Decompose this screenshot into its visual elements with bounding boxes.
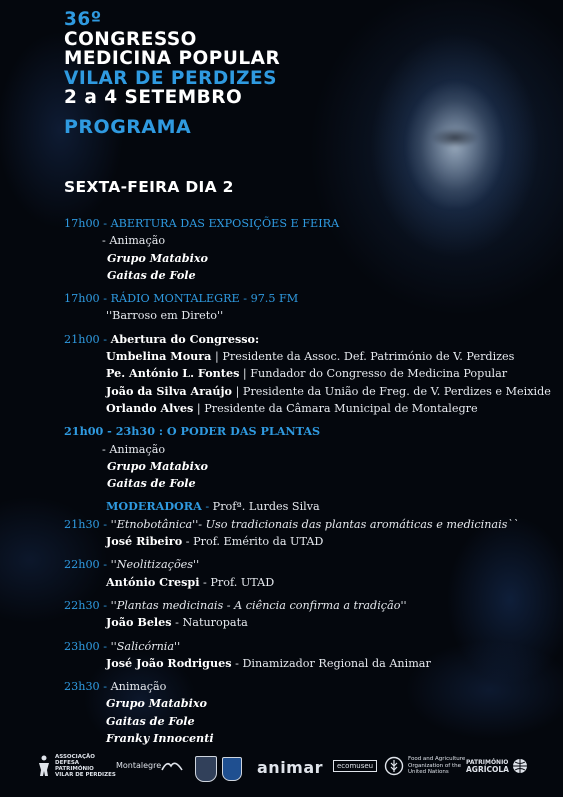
event-opening: 21h00 - Abertura do Congresso: — [64, 331, 260, 346]
event-radio: 17h00 - RÁDIO MONTALEGRE - 97.5 FM — [64, 292, 299, 306]
title-line-2: MEDICINA POPULAR — [64, 48, 281, 69]
talk-speaker: José João Rodrigues - Dinamizador Regional da Animar — [106, 655, 431, 670]
title-line-1: CONGRESSO — [64, 28, 197, 50]
sponsor-logos — [0, 752, 563, 792]
event-exhibitions: 17h00 - ABERTURA DAS EXPOSIÇÕES E FEIRA — [64, 217, 340, 230]
crest-icon — [195, 756, 217, 782]
patrimonio-agricola-logo: PATRIMÓNIO AGRÍCOLA — [466, 758, 528, 774]
program-list: 17h00 - ABERTURA DAS EXPOSIÇÕES E FEIRA - Animação Grupo Matabixo Gaitas de Fole 17h00 - RÁDIO MONTALEGRE - 97.5 FM ''Barroso em Direto'' 21h00 - Abertura do Congresso: Umbelina Moura | Presidente da Assoc. Def. Património de V. Perdizes Pe. António L. Fontes | Fundador do Congresso de Medicina Popular João da Silva Araújo | Presidente da União de Freg. de V. Perdizes e Meixide Orlando Alves | Presidente da Câmara Municipal de Montalegre 21h00 - 23h30 : O PODER DAS PLANTAS - Animação Grupo Matabixo Gaitas de Fole MODERADORA - Profª. Lurdes Silva 21h30 - ''Etnobotânica''- Uso tradicionais das plantas aromáticas e medicinais`` José Ribeiro - Prof. Emérito da UTAD 22h00 - ''Neolitizações'' António Crespi - Prof. UTAD 22h30 - ''Plantas medicinais - A ciência confirma a tradição'' João Beles - Naturopata 23h00 - ''Salicórnia'' José João Rodrigues - Dinamizador Regional da Animar 23h30 - Animação Grupo Matabixo Gaitas de Fole Franky Innocenti — [64, 215, 559, 747]
session-title: 21h00 - 23h30 : O PODER DAS PLANTAS — [64, 424, 321, 439]
portrait-image — [405, 78, 505, 208]
talk-title: 22h30 - ''Plantas medicinais - A ciência confirma a tradição'' — [64, 598, 407, 612]
talk-title: 22h00 - ''Neolitizações'' — [64, 558, 200, 572]
speaker-row: Pe. António L. Fontes | Fundador do Congresso de Medicina Popular — [106, 366, 508, 381]
mountain-icon — [161, 758, 183, 772]
speaker-row: Orlando Alves | Presidente da Câmara Municipal de Montalegre — [106, 400, 478, 415]
crest-icon — [222, 757, 242, 781]
montalegre-logo: Montalegre — [116, 758, 183, 772]
event-title: ABERTURA DAS EXPOSIÇÕES E FEIRA — [110, 217, 340, 230]
fao-wheat-icon — [384, 756, 404, 776]
title-dates: 2 a 4 SETEMBRO — [64, 87, 243, 108]
talk-speaker: João Beles - Naturopata — [106, 615, 248, 630]
animar-logo: animar — [257, 758, 324, 777]
day-title: SEXTA-FEIRA DIA 2 — [64, 178, 234, 196]
figure-icon — [36, 755, 52, 777]
program-label: PROGRAMA — [64, 115, 192, 138]
speaker-row: Umbelina Moura | Presidente da Assoc. Def. Património de V. Perdizes — [106, 349, 515, 364]
edition-number: 36º — [64, 9, 102, 30]
assoc-logo: ASSOCIAÇÃO DEFESA PATRIMÓNIO VILAR DE PERDIZES — [36, 754, 116, 778]
ecomuseu-logo: ecomuseu — [333, 760, 377, 772]
talk-title: 23h00 - ''Salicórnia'' — [64, 639, 181, 653]
speaker-row: João da Silva Araújo | Presidente da União de Freg. de V. Perdizes e Meixide — [106, 383, 551, 398]
globe-icon — [512, 758, 528, 774]
moderator-row: MODERADORA - Profª. Lurdes Silva — [106, 499, 320, 514]
fao-logo: Food and Agriculture Organization of the United Nations — [384, 756, 465, 776]
talk-title: 21h30 - ''Etnobotânica''- Uso tradicionais das plantas aromáticas e medicinais`` — [64, 517, 519, 531]
event-animation: 23h30 - Animação — [64, 680, 167, 694]
talk-speaker: José Ribeiro - Prof. Emérito da UTAD — [106, 534, 324, 549]
poster-header — [64, 10, 280, 138]
talk-speaker: António Crespi - Prof. UTAD — [106, 574, 275, 589]
municipal-crests — [195, 756, 242, 782]
title-location: VILAR DE PERDIZES — [64, 67, 277, 89]
